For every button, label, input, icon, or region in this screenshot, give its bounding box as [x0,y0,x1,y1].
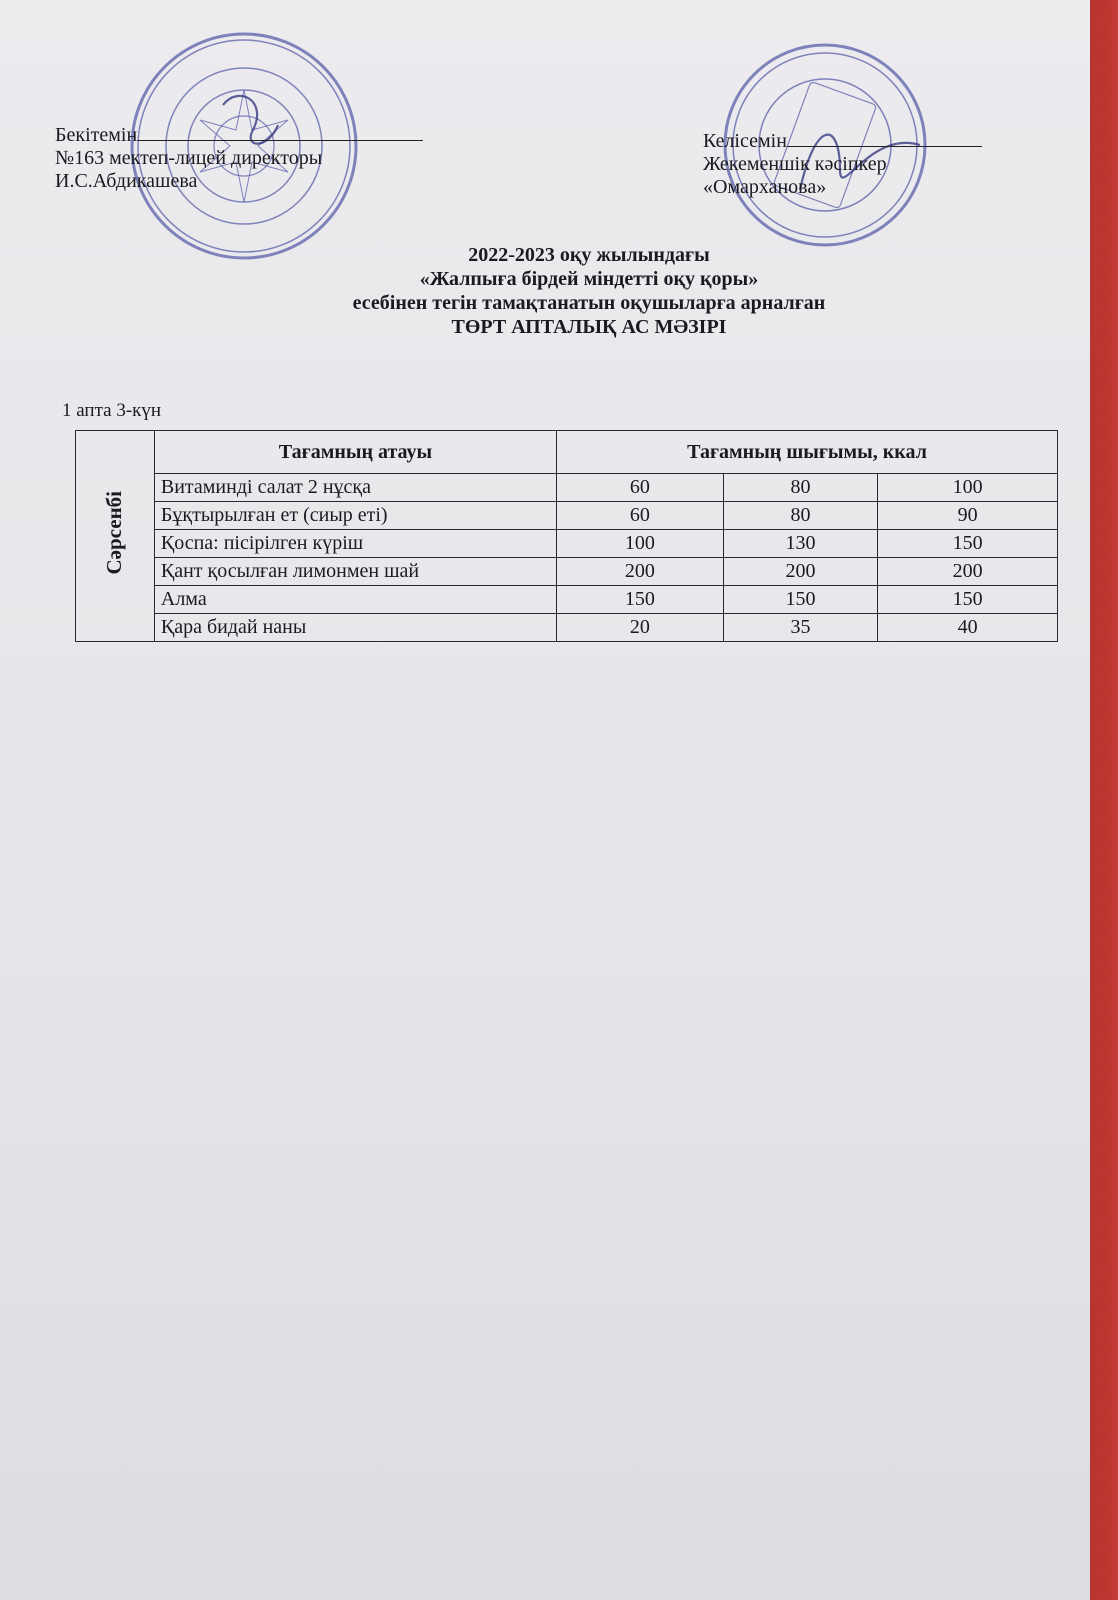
value-cell: 150 [557,586,724,614]
table-row [76,502,1058,530]
entrepreneur-name: «Омарханова» [703,176,827,198]
approval-block-left [55,122,423,193]
title-line-3: есебінен тегін тамақтанатын оқушыларға арналған [352,292,826,314]
value-cell: 80 [723,502,878,530]
table-row [76,474,1058,502]
dish-name: Витаминді салат 2 нұсқа [154,474,556,502]
value-cell: 35 [723,614,878,642]
value-cell: 60 [557,474,724,502]
table-header-row [76,431,1058,474]
title-line-1: 2022-2023 оқу жылындағы [468,244,710,266]
value-cell: 60 [557,502,724,530]
title-line-4: ТӨРТ АПТАЛЫҚ АС МӘЗІРІ [451,316,727,338]
director-name: И.С.Абдикашева [55,170,198,192]
week-day-label: 1 апта 3-күн [62,400,162,421]
dish-name: Қант қосылған лимонмен шай [154,558,556,586]
table-row [76,558,1058,586]
approve-label: Бекітемін [55,124,138,146]
dish-name: Бұқтырылған ет (сиыр еті) [154,502,556,530]
signature-line [137,122,423,141]
value-cell: 90 [878,502,1058,530]
menu-table [75,430,1058,642]
value-cell: 100 [557,530,724,558]
director-title: №163 мектеп-лицей директоры [55,147,323,169]
value-cell: 80 [723,474,878,502]
signature-line [787,128,982,147]
value-cell: 200 [723,558,878,586]
value-cell: 150 [878,530,1058,558]
approval-block-right [703,128,982,199]
title-line-2: «Жалпыға бірдей міндетті оқу қоры» [419,268,759,290]
column-header-name: Тағамның атауы [154,431,556,474]
value-cell: 130 [723,530,878,558]
value-cell: 200 [557,558,724,586]
entrepreneur-title: Жекеменшік кәсіпкер [703,153,887,175]
table-row [76,530,1058,558]
value-cell: 20 [557,614,724,642]
document-title [0,243,1118,339]
value-cell: 150 [878,586,1058,614]
column-header-output: Тағамның шығымы, ккал [557,431,1058,474]
value-cell: 100 [878,474,1058,502]
value-cell: 200 [878,558,1058,586]
agree-label: Келісемін [703,130,787,152]
dish-name: Алма [154,586,556,614]
table-row [76,586,1058,614]
dish-name: Қоспа: пісірілген күріш [154,530,556,558]
day-label: Сәрсенбі [102,491,127,575]
value-cell: 150 [723,586,878,614]
dish-name: Қара бидай наны [154,614,556,642]
table-row [76,614,1058,642]
day-cell [76,431,155,642]
value-cell: 40 [878,614,1058,642]
